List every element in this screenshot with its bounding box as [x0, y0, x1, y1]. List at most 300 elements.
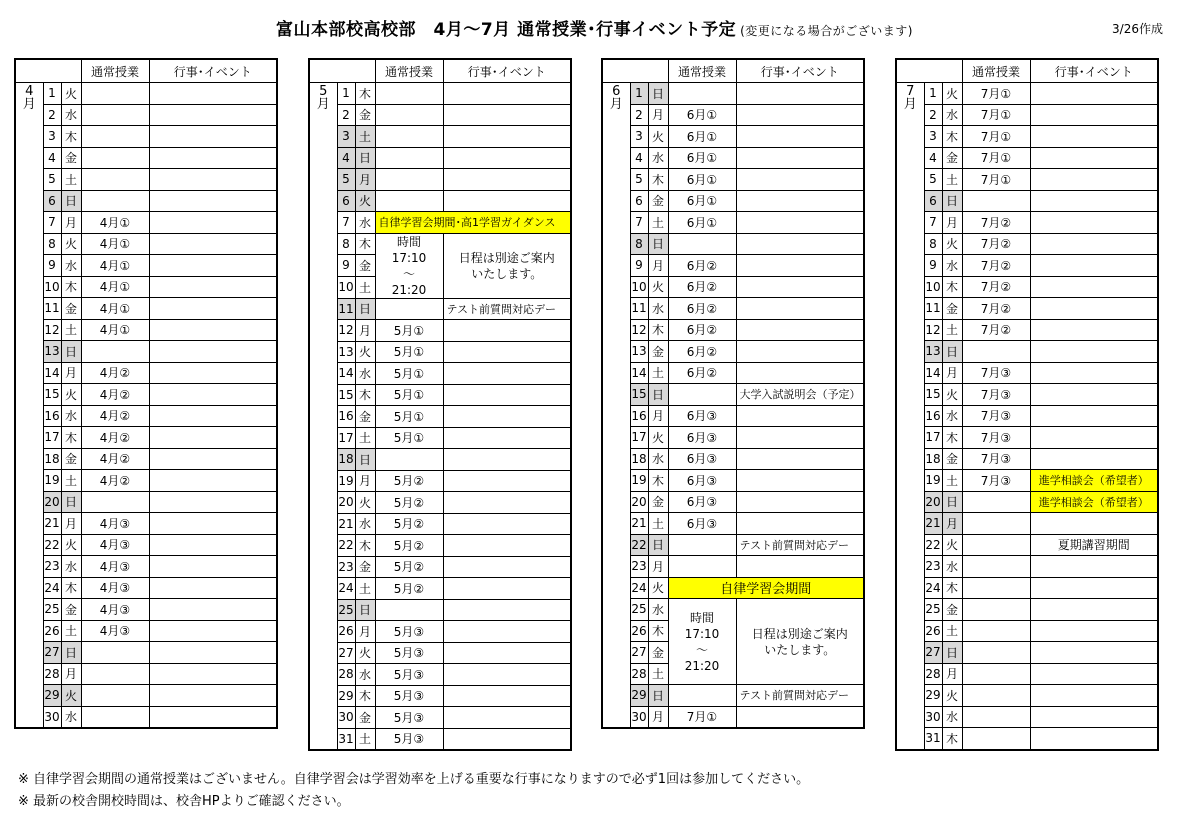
- session-note: 日程は別途ご案内 いたします。: [736, 599, 864, 685]
- regular-class: [668, 685, 736, 707]
- regular-class: 6月①: [668, 126, 736, 148]
- weekday: 日: [61, 642, 81, 664]
- event-cell: [149, 319, 277, 341]
- weekday: 月: [355, 320, 375, 342]
- page-title: [0, 15, 1189, 40]
- weekday: 火: [61, 384, 81, 406]
- day-row: [602, 255, 864, 277]
- regular-class: [81, 190, 149, 212]
- regular-class: 6月②: [668, 255, 736, 277]
- day-row: [602, 513, 864, 535]
- day-row: [896, 169, 1158, 191]
- day-row: [15, 405, 277, 427]
- day-row: [15, 255, 277, 277]
- regular-class: 5月③: [375, 621, 443, 643]
- day-row: [15, 556, 277, 578]
- event-cell: [149, 341, 277, 363]
- weekday: 木: [648, 169, 668, 191]
- day-row: [602, 599, 864, 621]
- event-cell: [443, 449, 571, 471]
- day-number: 24: [924, 577, 942, 599]
- day-row: [309, 212, 571, 234]
- day-row: [309, 707, 571, 729]
- day-row: [896, 491, 1158, 513]
- day-number: 20: [337, 492, 355, 514]
- day-number: 18: [630, 448, 648, 470]
- regular-class: [375, 449, 443, 471]
- event-cell: [1030, 663, 1158, 685]
- weekday: 水: [648, 298, 668, 320]
- regular-class: 4月①: [81, 212, 149, 234]
- event-span-highlight: 自律学習会期間･高1学習ガイダンス: [375, 212, 571, 234]
- regular-class: [962, 190, 1030, 212]
- weekday: 木: [942, 577, 962, 599]
- day-number: 21: [924, 513, 942, 535]
- event-cell: [443, 621, 571, 643]
- event-cell: [443, 104, 571, 126]
- event-cell: [149, 448, 277, 470]
- day-row: [15, 298, 277, 320]
- day-row: [896, 577, 1158, 599]
- day-row: [309, 664, 571, 686]
- day-row: [15, 169, 277, 191]
- day-number: 9: [43, 255, 61, 277]
- regular-class: [962, 663, 1030, 685]
- regular-class: 6月③: [668, 470, 736, 492]
- regular-class: [962, 620, 1030, 642]
- day-number: 21: [337, 513, 355, 535]
- day-number: 28: [43, 663, 61, 685]
- header-blank: [309, 59, 375, 83]
- day-row: [602, 212, 864, 234]
- event-cell: [736, 212, 864, 234]
- regular-class: [375, 190, 443, 212]
- event-cell: [443, 642, 571, 664]
- day-row: [309, 320, 571, 342]
- regular-class: [962, 599, 1030, 621]
- day-row: [896, 147, 1158, 169]
- regular-class: 7月①: [962, 104, 1030, 126]
- day-number: 8: [337, 233, 355, 255]
- day-row: [896, 556, 1158, 578]
- event-cell: [736, 470, 864, 492]
- event-cell: [149, 470, 277, 492]
- day-row: [15, 577, 277, 599]
- weekday: 月: [61, 513, 81, 535]
- day-row: [15, 190, 277, 212]
- day-row: [896, 212, 1158, 234]
- event-cell: 大学入試説明会（予定）: [736, 384, 864, 406]
- column-header-regular: 通常授業: [375, 59, 443, 83]
- event-cell: [736, 319, 864, 341]
- day-number: 4: [43, 147, 61, 169]
- event-cell: [1030, 706, 1158, 728]
- event-cell: [149, 212, 277, 234]
- event-cell: [149, 642, 277, 664]
- weekday: 土: [61, 319, 81, 341]
- day-row: [602, 341, 864, 363]
- month-table-july: [895, 58, 1159, 751]
- weekday: 土: [942, 470, 962, 492]
- day-number: 7: [337, 212, 355, 234]
- event-cell: [149, 556, 277, 578]
- weekday: 金: [942, 298, 962, 320]
- day-number: 26: [924, 620, 942, 642]
- day-row: [309, 728, 571, 750]
- regular-class: 5月③: [375, 685, 443, 707]
- day-number: 14: [43, 362, 61, 384]
- event-cell: [443, 363, 571, 385]
- event-cell: [736, 427, 864, 449]
- day-number: 25: [43, 599, 61, 621]
- day-number: 22: [924, 534, 942, 556]
- day-row: [602, 147, 864, 169]
- day-row: [602, 448, 864, 470]
- day-row: [896, 620, 1158, 642]
- regular-class: 5月①: [375, 363, 443, 385]
- regular-class: [962, 577, 1030, 599]
- day-number: 17: [337, 427, 355, 449]
- day-number: 3: [337, 126, 355, 148]
- weekday: 金: [355, 707, 375, 729]
- event-cell: [149, 126, 277, 148]
- event-cell: [149, 534, 277, 556]
- month-table-june: [601, 58, 865, 729]
- event-cell: [149, 104, 277, 126]
- day-number: 7: [924, 212, 942, 234]
- day-row: [309, 513, 571, 535]
- regular-class: 5月①: [375, 320, 443, 342]
- event-cell: [443, 664, 571, 686]
- day-row: [309, 83, 571, 105]
- weekday: 土: [942, 620, 962, 642]
- weekday: 日: [61, 341, 81, 363]
- day-row: [15, 104, 277, 126]
- event-cell: 進学相談会（希望者）: [1030, 470, 1158, 492]
- day-number: 15: [337, 384, 355, 406]
- regular-class: 6月①: [668, 190, 736, 212]
- day-number: 23: [924, 556, 942, 578]
- day-row: [602, 298, 864, 320]
- day-number: 14: [337, 363, 355, 385]
- event-cell: [149, 427, 277, 449]
- weekday: 水: [648, 147, 668, 169]
- weekday: 月: [942, 212, 962, 234]
- month-table-april: [14, 58, 278, 729]
- event-cell: [736, 169, 864, 191]
- regular-class: [81, 706, 149, 728]
- day-row: [602, 384, 864, 406]
- day-row: [15, 147, 277, 169]
- event-cell: [149, 169, 277, 191]
- day-row: [602, 405, 864, 427]
- weekday: 水: [942, 556, 962, 578]
- regular-class: [81, 169, 149, 191]
- day-number: 7: [43, 212, 61, 234]
- footer-note-2: ※ 最新の校舎開校時間は、校舎HPよりご確認ください。: [18, 794, 350, 809]
- day-row: [309, 492, 571, 514]
- weekday: 月: [942, 362, 962, 384]
- day-number: 22: [337, 535, 355, 557]
- weekday: 土: [355, 578, 375, 600]
- regular-class: 7月②: [962, 319, 1030, 341]
- event-cell: [1030, 362, 1158, 384]
- regular-class: [375, 298, 443, 320]
- day-number: 19: [924, 470, 942, 492]
- day-number: 1: [630, 83, 648, 105]
- event-cell: [736, 556, 864, 578]
- weekday: 火: [355, 492, 375, 514]
- weekday: 土: [355, 126, 375, 148]
- event-cell: [443, 707, 571, 729]
- event-cell: [736, 276, 864, 298]
- weekday: 月: [648, 405, 668, 427]
- weekday: 日: [355, 147, 375, 169]
- event-cell: [1030, 298, 1158, 320]
- day-number: 26: [337, 621, 355, 643]
- weekday: 木: [61, 427, 81, 449]
- day-row: [602, 83, 864, 105]
- day-number: 16: [630, 405, 648, 427]
- regular-class: 4月②: [81, 362, 149, 384]
- weekday: 月: [648, 104, 668, 126]
- day-number: 28: [337, 664, 355, 686]
- event-cell: [443, 83, 571, 105]
- day-row: [896, 255, 1158, 277]
- day-number: 19: [337, 470, 355, 492]
- day-row: [15, 341, 277, 363]
- event-cell: 進学相談会（希望者）: [1030, 491, 1158, 513]
- day-row: [896, 685, 1158, 707]
- day-row: [602, 233, 864, 255]
- day-number: 14: [924, 362, 942, 384]
- day-number: 25: [924, 599, 942, 621]
- event-cell: [1030, 405, 1158, 427]
- day-number: 13: [337, 341, 355, 363]
- day-row: [15, 706, 277, 728]
- column-header-event: 行事･イベント: [149, 59, 277, 83]
- day-number: 30: [924, 706, 942, 728]
- regular-class: 4月②: [81, 470, 149, 492]
- event-cell: [736, 491, 864, 513]
- event-cell: [149, 620, 277, 642]
- regular-class: 7月③: [962, 384, 1030, 406]
- day-number: 29: [43, 685, 61, 707]
- event-cell: [443, 470, 571, 492]
- event-cell: [1030, 620, 1158, 642]
- regular-class: 6月①: [668, 104, 736, 126]
- weekday: 土: [355, 427, 375, 449]
- event-cell: [443, 685, 571, 707]
- regular-class: [668, 83, 736, 105]
- day-number: 15: [43, 384, 61, 406]
- weekday: 木: [942, 126, 962, 148]
- event-cell: [1030, 728, 1158, 750]
- day-row: [309, 298, 571, 320]
- day-row: [15, 663, 277, 685]
- day-number: 11: [43, 298, 61, 320]
- header-blank: [896, 59, 962, 83]
- day-number: 18: [924, 448, 942, 470]
- day-number: 22: [43, 534, 61, 556]
- weekday: 月: [355, 621, 375, 643]
- day-number: 2: [924, 104, 942, 126]
- weekday: 火: [648, 427, 668, 449]
- weekday: 水: [61, 706, 81, 728]
- weekday: 水: [61, 405, 81, 427]
- weekday: 日: [942, 642, 962, 664]
- event-cell: テスト前質問対応デー: [736, 534, 864, 556]
- day-row: [896, 706, 1158, 728]
- weekday: 金: [355, 104, 375, 126]
- day-number: 26: [43, 620, 61, 642]
- day-number: 6: [630, 190, 648, 212]
- column-header-regular: 通常授業: [962, 59, 1030, 83]
- regular-class: [375, 126, 443, 148]
- regular-class: 5月①: [375, 406, 443, 428]
- regular-class: 6月③: [668, 448, 736, 470]
- weekday: 木: [942, 728, 962, 750]
- day-row: [896, 405, 1158, 427]
- day-number: 12: [337, 320, 355, 342]
- regular-class: 6月①: [668, 147, 736, 169]
- regular-class: 6月②: [668, 319, 736, 341]
- day-row: [896, 513, 1158, 535]
- regular-class: 5月②: [375, 556, 443, 578]
- regular-class: 7月①: [962, 169, 1030, 191]
- weekday: 水: [61, 556, 81, 578]
- day-row: [309, 169, 571, 191]
- event-cell: [149, 577, 277, 599]
- regular-class: 7月③: [962, 405, 1030, 427]
- event-cell: [149, 147, 277, 169]
- event-cell: [736, 255, 864, 277]
- day-number: 30: [630, 706, 648, 728]
- weekday: 土: [61, 470, 81, 492]
- column-header-regular: 通常授業: [81, 59, 149, 83]
- weekday: 月: [61, 212, 81, 234]
- weekday: 日: [61, 491, 81, 513]
- day-number: 3: [924, 126, 942, 148]
- event-cell: [1030, 212, 1158, 234]
- weekday: 土: [942, 169, 962, 191]
- day-row: [602, 685, 864, 707]
- event-cell: [1030, 427, 1158, 449]
- event-cell: [149, 190, 277, 212]
- weekday: 日: [648, 534, 668, 556]
- weekday: 金: [648, 491, 668, 513]
- weekday: 月: [648, 556, 668, 578]
- regular-class: 4月③: [81, 577, 149, 599]
- regular-class: 4月①: [81, 298, 149, 320]
- day-number: 31: [337, 728, 355, 750]
- event-cell: [443, 341, 571, 363]
- regular-class: 6月②: [668, 341, 736, 363]
- day-number: 12: [924, 319, 942, 341]
- weekday: 火: [61, 233, 81, 255]
- day-row: [602, 319, 864, 341]
- regular-class: [81, 685, 149, 707]
- event-cell: [443, 578, 571, 600]
- weekday: 木: [355, 535, 375, 557]
- weekday: 火: [61, 83, 81, 105]
- event-cell: [443, 384, 571, 406]
- day-number: 15: [924, 384, 942, 406]
- regular-class: [81, 126, 149, 148]
- event-cell: [736, 190, 864, 212]
- day-number: 4: [630, 147, 648, 169]
- day-number: 19: [630, 470, 648, 492]
- day-number: 11: [924, 298, 942, 320]
- day-number: 24: [630, 577, 648, 599]
- regular-class: 5月③: [375, 642, 443, 664]
- regular-class: 4月②: [81, 405, 149, 427]
- weekday: 日: [648, 685, 668, 707]
- weekday: 木: [61, 276, 81, 298]
- weekday: 火: [648, 577, 668, 599]
- session-note: 日程は別途ご案内 いたします。: [443, 233, 571, 298]
- day-number: 23: [43, 556, 61, 578]
- regular-class: 6月②: [668, 362, 736, 384]
- day-row: [896, 427, 1158, 449]
- weekday: 金: [355, 556, 375, 578]
- event-cell: [443, 556, 571, 578]
- weekday: 土: [648, 663, 668, 685]
- day-number: 10: [43, 276, 61, 298]
- weekday: 火: [648, 126, 668, 148]
- day-row: [309, 535, 571, 557]
- schedule-table: [308, 58, 572, 751]
- event-cell: [149, 233, 277, 255]
- weekday: 日: [648, 83, 668, 105]
- weekday: 金: [648, 341, 668, 363]
- day-row: [309, 621, 571, 643]
- event-cell: [149, 685, 277, 707]
- event-cell: [736, 233, 864, 255]
- column-header-event: 行事･イベント: [443, 59, 571, 83]
- day-row: [602, 470, 864, 492]
- weekday: 木: [61, 126, 81, 148]
- day-number: 11: [337, 298, 355, 320]
- day-row: [15, 470, 277, 492]
- day-row: [15, 384, 277, 406]
- day-row: [896, 104, 1158, 126]
- day-row: [15, 126, 277, 148]
- day-number: 21: [43, 513, 61, 535]
- weekday: 日: [648, 384, 668, 406]
- day-row: [896, 599, 1158, 621]
- day-row: [15, 685, 277, 707]
- weekday: 水: [942, 255, 962, 277]
- schedule-table: [601, 58, 865, 729]
- regular-class: 7月②: [962, 298, 1030, 320]
- regular-class: [962, 685, 1030, 707]
- regular-class: 4月①: [81, 319, 149, 341]
- event-cell: [149, 362, 277, 384]
- day-row: [15, 362, 277, 384]
- day-number: 30: [43, 706, 61, 728]
- day-number: 6: [43, 190, 61, 212]
- month-table-may: [308, 58, 572, 751]
- event-cell: [1030, 448, 1158, 470]
- regular-class: 7月①: [962, 147, 1030, 169]
- day-row: [309, 384, 571, 406]
- day-number: 12: [630, 319, 648, 341]
- day-row: [309, 599, 571, 621]
- weekday: 月: [61, 663, 81, 685]
- regular-class: [375, 104, 443, 126]
- day-number: 31: [924, 728, 942, 750]
